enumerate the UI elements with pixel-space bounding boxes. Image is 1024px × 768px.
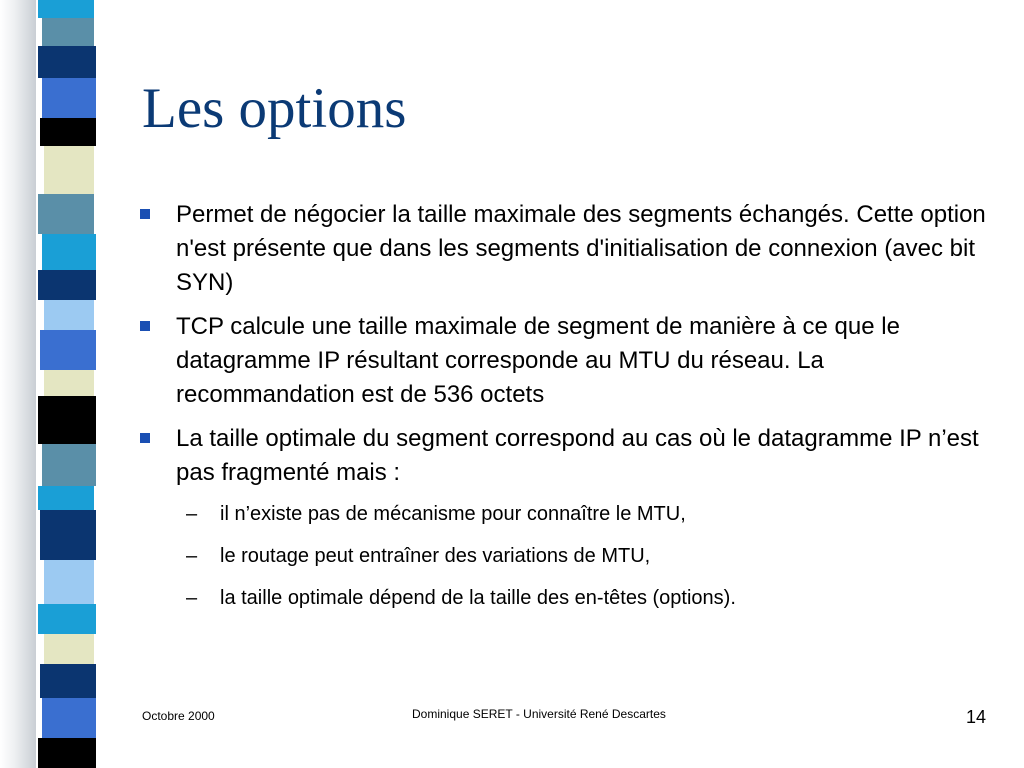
dash-bullet-icon: – bbox=[186, 587, 198, 609]
stripe-block bbox=[42, 698, 96, 738]
bullet-text: La taille optimale du segment correspond au cas où le datagramme IP n’est pas fragmenté mais : bbox=[176, 425, 979, 486]
stripe-block bbox=[40, 664, 96, 698]
stripe-block bbox=[42, 444, 96, 486]
stripe-block bbox=[44, 560, 94, 604]
sub-bullet-item bbox=[138, 584, 998, 622]
stripe-block bbox=[38, 270, 96, 300]
sub-bullet-item bbox=[138, 542, 998, 580]
footer-date: Octobre 2000 bbox=[142, 709, 215, 723]
sub-bullet-item bbox=[138, 500, 998, 538]
bullet-item bbox=[138, 198, 998, 300]
stripe-block bbox=[38, 194, 94, 234]
stripe-block bbox=[44, 300, 94, 330]
bullet-item bbox=[138, 310, 998, 412]
stripe-block bbox=[44, 146, 94, 194]
bullet-text: Permet de négocier la taille maximale des segments échangés. Cette option n'est présente que dans les segments d'initialisation de connexion (avec bit SYN) bbox=[176, 201, 986, 296]
stripe-block bbox=[40, 118, 96, 146]
stripe-block bbox=[42, 234, 96, 270]
page-number: 14 bbox=[965, 707, 986, 727]
footer-author: Dominique SERET - Université René Descartes bbox=[412, 707, 666, 721]
bullet-list bbox=[138, 198, 998, 622]
stripe-block bbox=[38, 604, 96, 634]
side-shadow bbox=[0, 0, 36, 768]
slide-title: Les options bbox=[142, 77, 407, 140]
sub-bullet-text: le routage peut entraîner des variations de MTU, bbox=[220, 545, 651, 567]
square-bullet-icon bbox=[140, 321, 150, 331]
bullet-item bbox=[138, 422, 998, 490]
decorative-stripe bbox=[36, 0, 98, 768]
stripe-block bbox=[42, 78, 96, 118]
dash-bullet-icon: – bbox=[186, 503, 198, 525]
dash-bullet-icon: – bbox=[186, 545, 198, 567]
stripe-block bbox=[38, 396, 96, 444]
stripe-block bbox=[40, 510, 96, 560]
stripe-block bbox=[44, 634, 94, 664]
stripe-block bbox=[44, 370, 94, 396]
stripe-block bbox=[40, 330, 96, 370]
stripe-block bbox=[38, 0, 94, 18]
stripe-block bbox=[38, 486, 94, 510]
stripe-block bbox=[38, 46, 96, 78]
bullet-text: TCP calcule une taille maximale de segment de manière à ce que le datagramme IP résultant corresponde au MTU du réseau. La recommandation est de 536 octets bbox=[176, 313, 900, 408]
square-bullet-icon bbox=[140, 433, 150, 443]
sub-bullet-text: il n’existe pas de mécanisme pour connaître le MTU, bbox=[220, 503, 686, 525]
stripe-block bbox=[38, 738, 96, 768]
square-bullet-icon bbox=[140, 209, 150, 219]
stripe-block bbox=[42, 18, 94, 46]
sub-bullet-text: la taille optimale dépend de la taille des en-têtes (options). bbox=[220, 587, 736, 609]
